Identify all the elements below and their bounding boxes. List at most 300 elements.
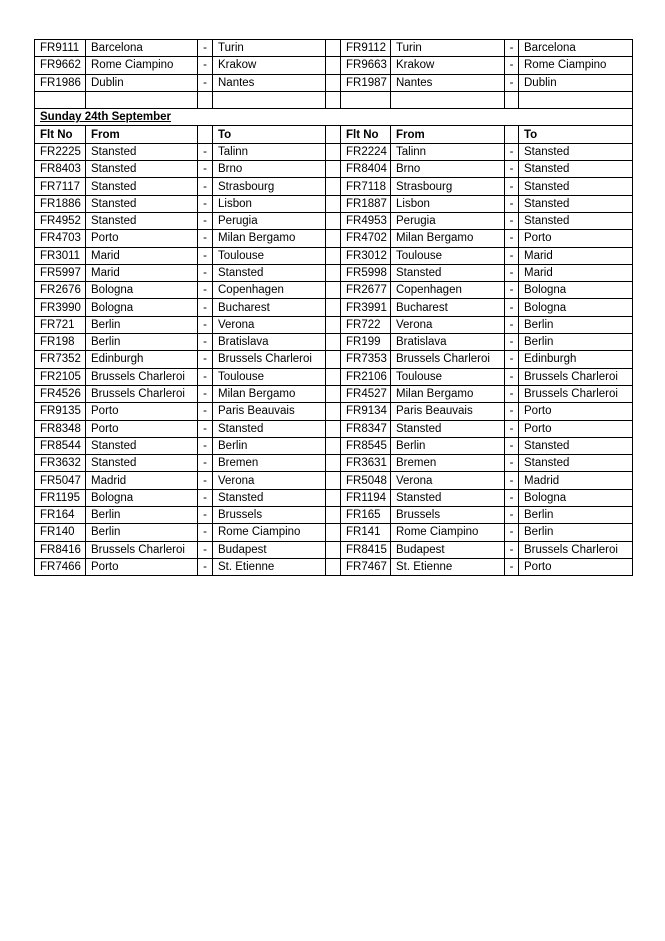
return-flight-number: FR3631 xyxy=(341,455,391,472)
outbound-origin: Stansted xyxy=(86,212,198,229)
return-origin: Berlin xyxy=(391,437,505,454)
return-origin: Krakow xyxy=(391,57,505,74)
route-separator: - xyxy=(505,40,519,57)
column-gap xyxy=(326,385,341,402)
return-destination: Stansted xyxy=(519,437,633,454)
table-row xyxy=(35,507,633,524)
header-from-outbound: From xyxy=(86,126,198,143)
route-separator: - xyxy=(198,212,213,229)
return-destination: Marid xyxy=(519,247,633,264)
return-destination: Dublin xyxy=(519,74,633,91)
route-separator: - xyxy=(505,437,519,454)
header-separator xyxy=(198,126,213,143)
table-row xyxy=(35,161,633,178)
column-gap xyxy=(326,541,341,558)
return-origin: Stansted xyxy=(391,420,505,437)
outbound-destination: Paris Beauvais xyxy=(213,403,326,420)
column-gap xyxy=(326,40,341,57)
outbound-flight-number: FR198 xyxy=(35,334,86,351)
column-gap xyxy=(326,507,341,524)
route-separator: - xyxy=(505,524,519,541)
table-row xyxy=(35,143,633,160)
route-separator: - xyxy=(505,195,519,212)
outbound-destination: Berlin xyxy=(213,437,326,454)
table-row xyxy=(35,489,633,506)
outbound-origin: Berlin xyxy=(86,334,198,351)
route-separator: - xyxy=(198,385,213,402)
outbound-origin: Stansted xyxy=(86,455,198,472)
column-gap xyxy=(326,472,341,489)
outbound-flight-number: FR5997 xyxy=(35,264,86,281)
route-separator: - xyxy=(505,507,519,524)
return-origin: Bucharest xyxy=(391,299,505,316)
column-gap xyxy=(326,74,341,91)
empty-cell xyxy=(326,91,341,108)
column-gap xyxy=(326,230,341,247)
route-separator: - xyxy=(505,161,519,178)
outbound-origin: Barcelona xyxy=(86,40,198,57)
route-separator: - xyxy=(198,541,213,558)
outbound-flight-number: FR1886 xyxy=(35,195,86,212)
route-separator: - xyxy=(505,282,519,299)
return-destination: Rome Ciampino xyxy=(519,57,633,74)
return-flight-number: FR722 xyxy=(341,316,391,333)
table-row xyxy=(35,57,633,74)
return-flight-number: FR5048 xyxy=(341,472,391,489)
outbound-origin: Madrid xyxy=(86,472,198,489)
outbound-flight-number: FR164 xyxy=(35,507,86,524)
outbound-origin: Edinburgh xyxy=(86,351,198,368)
outbound-destination: Strasbourg xyxy=(213,178,326,195)
column-gap xyxy=(326,489,341,506)
outbound-destination: Verona xyxy=(213,472,326,489)
route-separator: - xyxy=(198,403,213,420)
return-flight-number: FR141 xyxy=(341,524,391,541)
outbound-destination: Copenhagen xyxy=(213,282,326,299)
return-flight-number: FR1194 xyxy=(341,489,391,506)
table-row xyxy=(35,541,633,558)
table-row xyxy=(35,316,633,333)
table-row xyxy=(35,299,633,316)
outbound-destination: Milan Bergamo xyxy=(213,230,326,247)
route-separator: - xyxy=(198,178,213,195)
outbound-origin: Brussels Charleroi xyxy=(86,368,198,385)
outbound-destination: Brussels xyxy=(213,507,326,524)
route-separator: - xyxy=(505,541,519,558)
return-origin: Toulouse xyxy=(391,368,505,385)
return-origin: Brno xyxy=(391,161,505,178)
return-flight-number: FR7353 xyxy=(341,351,391,368)
outbound-destination: Bucharest xyxy=(213,299,326,316)
route-separator: - xyxy=(505,247,519,264)
outbound-destination: Perugia xyxy=(213,212,326,229)
outbound-flight-number: FR2225 xyxy=(35,143,86,160)
outbound-origin: Stansted xyxy=(86,178,198,195)
route-separator: - xyxy=(198,316,213,333)
route-separator: - xyxy=(198,524,213,541)
route-separator: - xyxy=(198,230,213,247)
outbound-origin: Rome Ciampino xyxy=(86,57,198,74)
outbound-origin: Porto xyxy=(86,558,198,575)
return-origin: Budapest xyxy=(391,541,505,558)
outbound-origin: Bologna xyxy=(86,282,198,299)
outbound-destination: Toulouse xyxy=(213,247,326,264)
route-separator: - xyxy=(198,368,213,385)
return-flight-number: FR8415 xyxy=(341,541,391,558)
return-flight-number: FR2106 xyxy=(341,368,391,385)
return-origin: Bratislava xyxy=(391,334,505,351)
route-separator: - xyxy=(505,178,519,195)
route-separator: - xyxy=(198,472,213,489)
return-origin: Strasbourg xyxy=(391,178,505,195)
outbound-destination: Brno xyxy=(213,161,326,178)
return-destination: Barcelona xyxy=(519,40,633,57)
outbound-origin: Brussels Charleroi xyxy=(86,385,198,402)
route-separator: - xyxy=(505,299,519,316)
column-gap xyxy=(326,316,341,333)
return-flight-number: FR9134 xyxy=(341,403,391,420)
outbound-destination: Stansted xyxy=(213,264,326,281)
return-origin: Rome Ciampino xyxy=(391,524,505,541)
return-origin: Copenhagen xyxy=(391,282,505,299)
table-row xyxy=(35,334,633,351)
empty-cell xyxy=(505,91,519,108)
header-to-return: To xyxy=(519,126,633,143)
route-separator: - xyxy=(198,299,213,316)
outbound-destination: Krakow xyxy=(213,57,326,74)
return-origin: Milan Bergamo xyxy=(391,230,505,247)
column-gap xyxy=(326,247,341,264)
table-row xyxy=(35,472,633,489)
return-destination: Stansted xyxy=(519,178,633,195)
return-origin: Lisbon xyxy=(391,195,505,212)
outbound-flight-number: FR140 xyxy=(35,524,86,541)
outbound-flight-number: FR8416 xyxy=(35,541,86,558)
header-from-return: From xyxy=(391,126,505,143)
route-separator: - xyxy=(505,472,519,489)
outbound-flight-number: FR4952 xyxy=(35,212,86,229)
day-heading: Sunday 24th September xyxy=(35,109,633,126)
return-flight-number: FR3012 xyxy=(341,247,391,264)
outbound-origin: Marid xyxy=(86,247,198,264)
route-separator: - xyxy=(198,437,213,454)
column-gap xyxy=(326,558,341,575)
outbound-flight-number: FR9662 xyxy=(35,57,86,74)
column-gap xyxy=(326,195,341,212)
outbound-origin: Berlin xyxy=(86,524,198,541)
route-separator: - xyxy=(505,403,519,420)
table-row xyxy=(35,403,633,420)
outbound-destination: Brussels Charleroi xyxy=(213,351,326,368)
outbound-destination: Budapest xyxy=(213,541,326,558)
return-destination: Edinburgh xyxy=(519,351,633,368)
outbound-origin: Marid xyxy=(86,264,198,281)
empty-cell xyxy=(198,91,213,108)
outbound-flight-number: FR7466 xyxy=(35,558,86,575)
header-flt-no-return: Flt No xyxy=(341,126,391,143)
return-destination: Porto xyxy=(519,403,633,420)
route-separator: - xyxy=(198,195,213,212)
return-origin: Bremen xyxy=(391,455,505,472)
table-row xyxy=(35,558,633,575)
outbound-destination: Nantes xyxy=(213,74,326,91)
return-origin: Turin xyxy=(391,40,505,57)
route-separator: - xyxy=(505,420,519,437)
outbound-origin: Berlin xyxy=(86,316,198,333)
route-separator: - xyxy=(198,455,213,472)
column-gap xyxy=(326,143,341,160)
table-row xyxy=(35,264,633,281)
table-row xyxy=(35,247,633,264)
table-row xyxy=(35,455,633,472)
return-destination: Stansted xyxy=(519,212,633,229)
outbound-flight-number: FR5047 xyxy=(35,472,86,489)
return-origin: Talinn xyxy=(391,143,505,160)
empty-cell xyxy=(391,91,505,108)
column-gap xyxy=(326,299,341,316)
return-destination: Stansted xyxy=(519,195,633,212)
outbound-flight-number: FR1986 xyxy=(35,74,86,91)
route-separator: - xyxy=(505,143,519,160)
return-origin: Perugia xyxy=(391,212,505,229)
table-row xyxy=(35,524,633,541)
return-flight-number: FR2224 xyxy=(341,143,391,160)
day-heading-row xyxy=(35,109,633,126)
route-separator: - xyxy=(198,489,213,506)
outbound-origin: Stansted xyxy=(86,437,198,454)
return-origin: Milan Bergamo xyxy=(391,385,505,402)
return-destination: Brussels Charleroi xyxy=(519,541,633,558)
outbound-flight-number: FR8403 xyxy=(35,161,86,178)
return-flight-number: FR165 xyxy=(341,507,391,524)
flight-schedule-table xyxy=(34,39,633,576)
outbound-destination: Bratislava xyxy=(213,334,326,351)
table-row xyxy=(35,212,633,229)
return-origin: Paris Beauvais xyxy=(391,403,505,420)
route-separator: - xyxy=(505,455,519,472)
outbound-flight-number: FR3990 xyxy=(35,299,86,316)
outbound-flight-number: FR8544 xyxy=(35,437,86,454)
return-destination: Porto xyxy=(519,420,633,437)
column-gap xyxy=(326,282,341,299)
outbound-destination: Stansted xyxy=(213,489,326,506)
return-flight-number: FR4527 xyxy=(341,385,391,402)
return-destination: Porto xyxy=(519,558,633,575)
table-row xyxy=(35,437,633,454)
empty-cell xyxy=(213,91,326,108)
return-origin: Toulouse xyxy=(391,247,505,264)
return-destination: Berlin xyxy=(519,507,633,524)
table-row xyxy=(35,178,633,195)
flight-schedule-body xyxy=(35,40,633,576)
outbound-flight-number: FR2105 xyxy=(35,368,86,385)
route-separator: - xyxy=(198,351,213,368)
outbound-flight-number: FR3011 xyxy=(35,247,86,264)
table-row xyxy=(35,351,633,368)
route-separator: - xyxy=(505,351,519,368)
outbound-origin: Bologna xyxy=(86,299,198,316)
return-flight-number: FR4702 xyxy=(341,230,391,247)
route-separator: - xyxy=(505,558,519,575)
route-separator: - xyxy=(198,247,213,264)
return-origin: Stansted xyxy=(391,489,505,506)
return-origin: Verona xyxy=(391,472,505,489)
column-gap xyxy=(326,264,341,281)
empty-cell xyxy=(86,91,198,108)
return-origin: Nantes xyxy=(391,74,505,91)
outbound-destination: St. Etienne xyxy=(213,558,326,575)
header-row xyxy=(35,126,633,143)
return-destination: Bologna xyxy=(519,282,633,299)
outbound-origin: Brussels Charleroi xyxy=(86,541,198,558)
outbound-origin: Porto xyxy=(86,403,198,420)
return-destination: Bologna xyxy=(519,489,633,506)
outbound-destination: Milan Bergamo xyxy=(213,385,326,402)
return-flight-number: FR9663 xyxy=(341,57,391,74)
table-row xyxy=(35,230,633,247)
outbound-flight-number: FR4526 xyxy=(35,385,86,402)
outbound-origin: Dublin xyxy=(86,74,198,91)
table-row xyxy=(35,282,633,299)
outbound-flight-number: FR1195 xyxy=(35,489,86,506)
route-separator: - xyxy=(198,161,213,178)
table-row xyxy=(35,420,633,437)
route-separator: - xyxy=(198,558,213,575)
outbound-origin: Bologna xyxy=(86,489,198,506)
route-separator: - xyxy=(505,316,519,333)
empty-cell xyxy=(341,91,391,108)
route-separator: - xyxy=(505,368,519,385)
return-flight-number: FR199 xyxy=(341,334,391,351)
header-to-outbound: To xyxy=(213,126,326,143)
outbound-destination: Rome Ciampino xyxy=(213,524,326,541)
return-origin: Brussels Charleroi xyxy=(391,351,505,368)
outbound-destination: Bremen xyxy=(213,455,326,472)
table-row xyxy=(35,195,633,212)
column-gap xyxy=(326,334,341,351)
column-gap xyxy=(326,161,341,178)
return-flight-number: FR7467 xyxy=(341,558,391,575)
outbound-destination: Talinn xyxy=(213,143,326,160)
return-flight-number: FR8545 xyxy=(341,437,391,454)
return-flight-number: FR1987 xyxy=(341,74,391,91)
empty-cell xyxy=(35,91,86,108)
return-destination: Bologna xyxy=(519,299,633,316)
return-origin: Brussels xyxy=(391,507,505,524)
route-separator: - xyxy=(198,57,213,74)
return-destination: Stansted xyxy=(519,143,633,160)
column-gap xyxy=(326,57,341,74)
route-separator: - xyxy=(198,334,213,351)
table-row xyxy=(35,74,633,91)
outbound-flight-number: FR3632 xyxy=(35,455,86,472)
return-destination: Marid xyxy=(519,264,633,281)
outbound-flight-number: FR7352 xyxy=(35,351,86,368)
route-separator: - xyxy=(505,57,519,74)
return-destination: Brussels Charleroi xyxy=(519,368,633,385)
route-separator: - xyxy=(505,212,519,229)
column-gap xyxy=(326,455,341,472)
outbound-flight-number: FR9135 xyxy=(35,403,86,420)
return-origin: Stansted xyxy=(391,264,505,281)
table-row xyxy=(35,385,633,402)
return-destination: Berlin xyxy=(519,316,633,333)
route-separator: - xyxy=(198,74,213,91)
return-origin: St. Etienne xyxy=(391,558,505,575)
return-destination: Brussels Charleroi xyxy=(519,385,633,402)
column-gap xyxy=(326,351,341,368)
return-origin: Verona xyxy=(391,316,505,333)
outbound-flight-number: FR7117 xyxy=(35,178,86,195)
route-separator: - xyxy=(505,264,519,281)
column-gap xyxy=(326,126,341,143)
return-destination: Stansted xyxy=(519,161,633,178)
route-separator: - xyxy=(198,143,213,160)
outbound-destination: Toulouse xyxy=(213,368,326,385)
column-gap xyxy=(326,437,341,454)
outbound-destination: Lisbon xyxy=(213,195,326,212)
column-gap xyxy=(326,178,341,195)
outbound-flight-number: FR8348 xyxy=(35,420,86,437)
column-gap xyxy=(326,368,341,385)
return-flight-number: FR3991 xyxy=(341,299,391,316)
return-flight-number: FR7118 xyxy=(341,178,391,195)
outbound-origin: Stansted xyxy=(86,143,198,160)
return-flight-number: FR5998 xyxy=(341,264,391,281)
outbound-origin: Berlin xyxy=(86,507,198,524)
header-flt-no-outbound: Flt No xyxy=(35,126,86,143)
outbound-origin: Stansted xyxy=(86,161,198,178)
outbound-flight-number: FR721 xyxy=(35,316,86,333)
column-gap xyxy=(326,212,341,229)
column-gap xyxy=(326,403,341,420)
outbound-destination: Turin xyxy=(213,40,326,57)
outbound-flight-number: FR2676 xyxy=(35,282,86,299)
return-flight-number: FR2677 xyxy=(341,282,391,299)
return-flight-number: FR4953 xyxy=(341,212,391,229)
return-destination: Porto xyxy=(519,230,633,247)
route-separator: - xyxy=(505,489,519,506)
return-flight-number: FR8347 xyxy=(341,420,391,437)
return-destination: Berlin xyxy=(519,334,633,351)
route-separator: - xyxy=(198,420,213,437)
outbound-origin: Stansted xyxy=(86,195,198,212)
route-separator: - xyxy=(198,264,213,281)
header-separator xyxy=(505,126,519,143)
outbound-destination: Stansted xyxy=(213,420,326,437)
return-destination: Madrid xyxy=(519,472,633,489)
return-flight-number: FR9112 xyxy=(341,40,391,57)
route-separator: - xyxy=(505,230,519,247)
route-separator: - xyxy=(198,282,213,299)
outbound-flight-number: FR9111 xyxy=(35,40,86,57)
route-separator: - xyxy=(505,334,519,351)
outbound-origin: Porto xyxy=(86,420,198,437)
empty-cell xyxy=(519,91,633,108)
route-separator: - xyxy=(198,40,213,57)
blank-row xyxy=(35,91,633,108)
return-flight-number: FR1887 xyxy=(341,195,391,212)
column-gap xyxy=(326,420,341,437)
route-separator: - xyxy=(505,74,519,91)
route-separator: - xyxy=(198,507,213,524)
table-row xyxy=(35,40,633,57)
table-row xyxy=(35,368,633,385)
outbound-origin: Porto xyxy=(86,230,198,247)
route-separator: - xyxy=(505,385,519,402)
outbound-destination: Verona xyxy=(213,316,326,333)
return-destination: Stansted xyxy=(519,455,633,472)
